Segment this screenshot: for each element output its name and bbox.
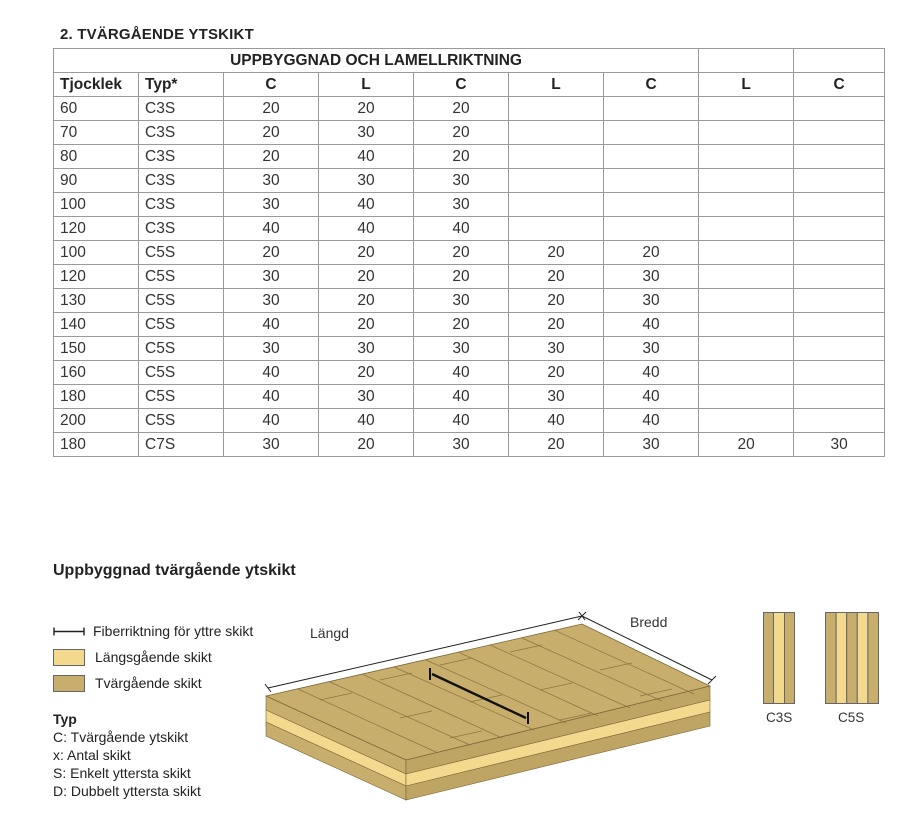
table-group-header-row [54,49,885,73]
table-cell [699,409,794,433]
layup-table [53,48,885,457]
table-cell: C3S [139,97,224,121]
table-cell [604,97,699,121]
column-header: C [414,73,509,97]
table-cell: 20 [604,241,699,265]
table-cell: 30 [224,265,319,289]
table-cell: 20 [414,97,509,121]
table-cell: 20 [509,361,604,385]
table-cell [699,217,794,241]
table-cell: 40 [224,361,319,385]
length-label: Längd [310,625,349,641]
table-cell: 30 [224,193,319,217]
table-cell: 40 [414,361,509,385]
table-row [54,385,885,409]
column-header: L [699,73,794,97]
table-cell [604,193,699,217]
table-cell: 20 [509,265,604,289]
table-cell: 60 [54,97,139,121]
table-cell: 20 [319,289,414,313]
table-cell [699,337,794,361]
table-cell: 20 [414,265,509,289]
table-row [54,409,885,433]
longitudinal-swatch [53,649,85,666]
table-cell: 30 [224,169,319,193]
legend-label-fiber: Fiberriktning för yttre skikt [93,623,254,639]
table-cell [509,193,604,217]
table-cell: 20 [319,265,414,289]
legend-label-transverse: Tvärgående skikt [95,675,202,691]
legend-item-transverse [53,670,253,696]
table-cell: 40 [414,385,509,409]
table-cell [794,409,885,433]
table-row [54,217,885,241]
table-cell [794,217,885,241]
table-cell: 30 [224,289,319,313]
table-cell [604,217,699,241]
table-cell [794,169,885,193]
table-cell [509,145,604,169]
table-cell: 160 [54,361,139,385]
table-cell: 30 [509,385,604,409]
table-row [54,313,885,337]
table-cell [604,121,699,145]
table-cell: 20 [414,145,509,169]
table-cell [604,169,699,193]
legend-item-longitudinal [53,644,253,670]
table-cell: 40 [509,409,604,433]
type-legend [53,710,201,800]
table-cell: 20 [509,433,604,457]
table-cell: 20 [224,97,319,121]
table-cell: 20 [319,97,414,121]
table-cell: 40 [319,193,414,217]
table-cell: C5S [139,385,224,409]
table-cell: 180 [54,433,139,457]
table-cell [509,97,604,121]
transverse-swatch [53,675,85,692]
table-cell [699,385,794,409]
table-cell: C3S [139,145,224,169]
table-cell: 30 [319,337,414,361]
table-cell: 30 [794,433,885,457]
table-cell: 20 [414,241,509,265]
column-header: L [319,73,414,97]
table-cell [794,97,885,121]
table-cell: 200 [54,409,139,433]
table-row [54,289,885,313]
table-row [54,433,885,457]
table-cell: 130 [54,289,139,313]
group-header-blank [699,49,794,73]
table-cell: 150 [54,337,139,361]
table-cell [699,313,794,337]
table-row [54,265,885,289]
table-cell [509,121,604,145]
table-cell: 20 [699,433,794,457]
table-cell [794,241,885,265]
table-cell: 40 [224,217,319,241]
table-column-header-row [54,73,885,97]
table-cell: 30 [414,337,509,361]
table-cell: 120 [54,217,139,241]
fiber-direction-icon [53,624,85,639]
table-cell: 20 [224,241,319,265]
table-cell: 20 [319,241,414,265]
group-header: UPPBYGGNAD OCH LAMELLRIKTNING [54,49,699,73]
table-cell [794,193,885,217]
table-cell: 20 [414,121,509,145]
table-cell [509,217,604,241]
table-cell [699,361,794,385]
table-cell [794,361,885,385]
table-cell: C5S [139,313,224,337]
legend-item-fiber [53,618,253,644]
column-header: Tjocklek [54,73,139,97]
table-cell: 30 [224,433,319,457]
column-header: C [224,73,319,97]
page-title: 2. TVÄRGÅENDE YTSKIKT [60,26,254,43]
table-cell: 30 [604,433,699,457]
table-row [54,361,885,385]
table-cell: 20 [509,289,604,313]
type-legend-heading: Typ [53,711,77,727]
table-row [54,145,885,169]
table-cell: 20 [319,361,414,385]
table-row [54,337,885,361]
table-cell [699,121,794,145]
table-cell: 20 [509,241,604,265]
table-row [54,193,885,217]
table-cell: 40 [224,409,319,433]
table-cell: 30 [604,289,699,313]
table-cell: 100 [54,241,139,265]
table-row [54,169,885,193]
table-cell [699,265,794,289]
table-cell: C3S [139,193,224,217]
table-cell: 30 [319,169,414,193]
table-cell: 30 [414,193,509,217]
table-cell: 30 [604,337,699,361]
table-cell: 70 [54,121,139,145]
column-header: Typ* [139,73,224,97]
table-cell: 20 [224,145,319,169]
table-cell: 180 [54,385,139,409]
column-header: L [509,73,604,97]
table-cell: 40 [224,385,319,409]
table-cell [794,121,885,145]
table-cell: 30 [224,337,319,361]
legend-label-longitudinal: Längsgående skikt [95,649,212,665]
table-cell: 100 [54,193,139,217]
table-cell [794,145,885,169]
table-cell [794,337,885,361]
table-cell: 30 [414,169,509,193]
table-cell: 40 [414,409,509,433]
table-row [54,97,885,121]
table-cell: C7S [139,433,224,457]
table-cell: C3S [139,217,224,241]
c5s-cross-section [825,612,879,704]
table-cell: 40 [319,217,414,241]
table-cell [794,265,885,289]
table-row [54,241,885,265]
table-cell [699,241,794,265]
table-cell: 30 [319,385,414,409]
table-cell: 20 [319,433,414,457]
table-cell [699,145,794,169]
table-cell [794,385,885,409]
table-cell: 40 [414,217,509,241]
type-legend-item: x: Antal skikt [53,747,131,763]
table-cell [699,289,794,313]
table-cell: C3S [139,121,224,145]
table-cell: C5S [139,265,224,289]
table-cell [604,145,699,169]
type-legend-item: D: Dubbelt yttersta skikt [53,783,201,799]
type-legend-item: S: Enkelt yttersta skikt [53,765,191,781]
c5s-label: C5S [838,710,865,725]
table-cell: 20 [509,313,604,337]
table-cell: 40 [319,409,414,433]
table-row [54,121,885,145]
table-cell: C3S [139,169,224,193]
c3s-cross-section [763,612,795,704]
table-cell: C5S [139,241,224,265]
table-cell: 120 [54,265,139,289]
table-cell: C5S [139,361,224,385]
table-cell: 30 [319,121,414,145]
table-cell: C5S [139,337,224,361]
table-cell [699,97,794,121]
type-legend-item: C: Tvärgående ytskikt [53,729,189,745]
group-header-blank [794,49,885,73]
table-cell [699,169,794,193]
table-cell: 30 [414,433,509,457]
table-cell: 40 [224,313,319,337]
table-cell: 20 [224,121,319,145]
column-header: C [604,73,699,97]
table-cell: 140 [54,313,139,337]
table-cell: 30 [604,265,699,289]
table-cell: 30 [509,337,604,361]
column-header: C [794,73,885,97]
legend [53,618,253,696]
table-cell: 20 [414,313,509,337]
table-body [54,97,885,457]
table-cell [509,169,604,193]
table-cell: 40 [604,313,699,337]
table-cell: 30 [414,289,509,313]
c3s-label: C3S [766,710,793,725]
table-cell: 40 [604,409,699,433]
width-label: Bredd [630,614,668,630]
table-cell [699,193,794,217]
table-cell [794,313,885,337]
table-cell: 20 [319,313,414,337]
table-cell [794,289,885,313]
table-cell: 90 [54,169,139,193]
table-cell: 40 [604,385,699,409]
table-cell: C5S [139,409,224,433]
table-cell: C5S [139,289,224,313]
table-cell: 40 [319,145,414,169]
table-cell: 40 [604,361,699,385]
table-cell: 80 [54,145,139,169]
section-title: Uppbyggnad tvärgående ytskikt [53,562,296,579]
